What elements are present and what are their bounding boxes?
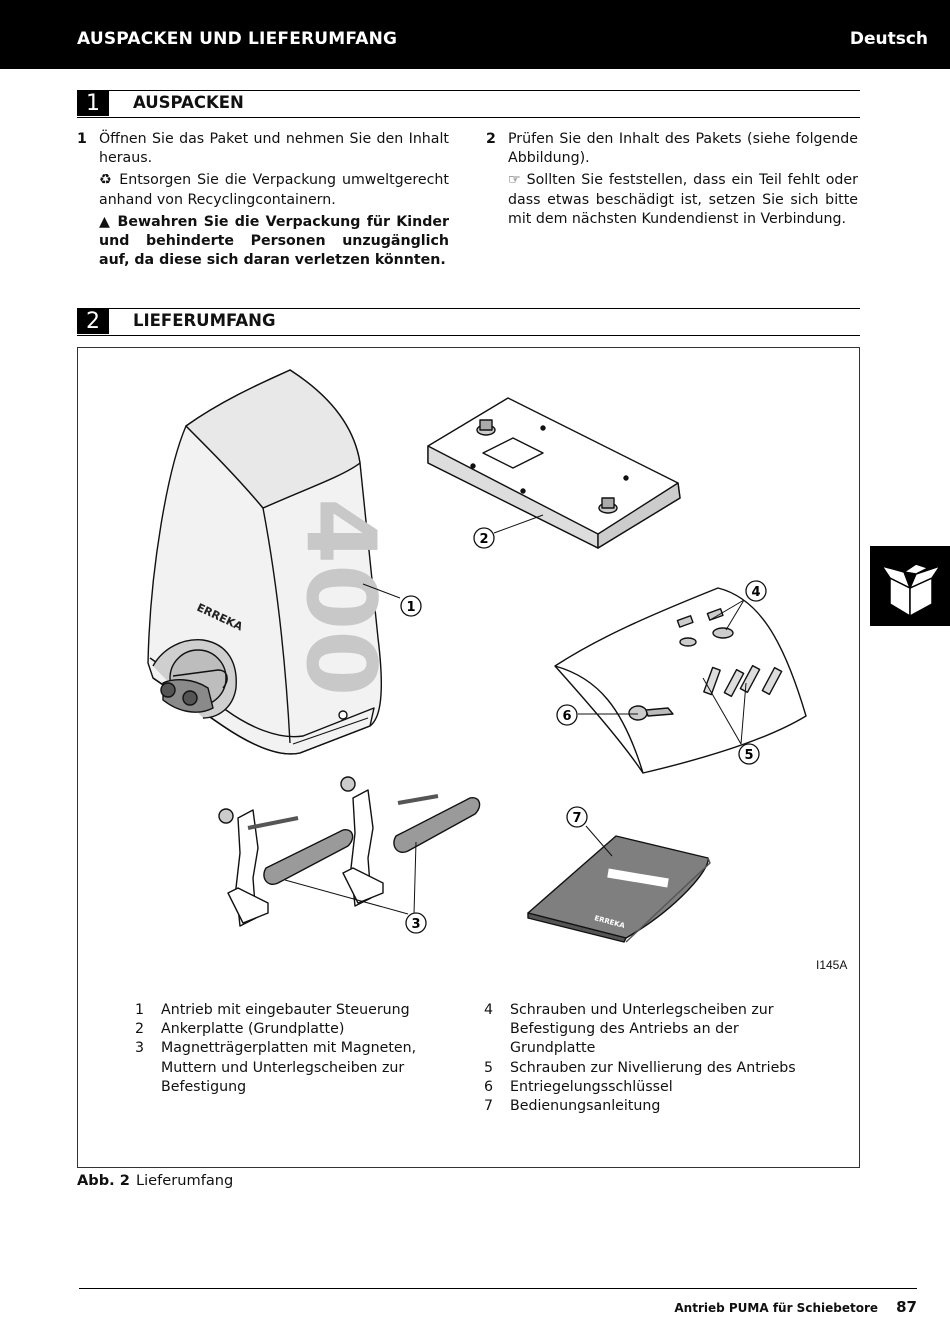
header-title: AUSPACKEN UND LIEFERUMFANG (77, 29, 398, 49)
motor-brand-text: ERREKA (194, 600, 245, 634)
legend-item: 3 Magnetträgerplatten mit Magneten, Muttern und Unterlegscheiben zur Befestigung (135, 1040, 417, 1095)
step-2-text: Prüfen Sie den Inhalt des Pakets (siehe folgende Abbildung). (508, 131, 858, 167)
anchor-plate-drawing (428, 398, 680, 548)
callout-3-label: 3 (411, 917, 421, 932)
step-1-number: 1 (77, 131, 87, 147)
section-2-title: LIEFERUMFANG (133, 311, 276, 330)
legend-left (135, 1001, 435, 1097)
legend-right (484, 1001, 814, 1116)
figure-code: I145A (816, 958, 848, 972)
page-number: 87 (896, 1298, 917, 1316)
legend-item: 5 Schrauben zur Nivellierung des Antriebs (484, 1059, 796, 1076)
accessory-bag-drawing (555, 588, 806, 773)
step-2-note: ☞ Sollten Sie feststellen, dass ein Teil fehlt oder dass etwas beschädigt ist, setzen Sie sich bitte mit dem nächsten Kundendienst in Verbindung. (508, 172, 858, 227)
package-contents-illustration (78, 348, 859, 988)
figure-caption-label: Abb. 2 (77, 1172, 130, 1189)
legend-item: 1 Antrieb mit eingebauter Steuerung (135, 1002, 410, 1018)
section-1-title: AUSPACKEN (133, 93, 244, 112)
figure-box (77, 347, 860, 1168)
section-2-number: 2 (77, 309, 109, 334)
step-1-text: Öffnen Sie das Paket und nehmen Sie den Inhalt heraus. (99, 131, 449, 167)
callout-2-label: 2 (479, 532, 489, 547)
step-1-warning: ▲ Bewahren Sie die Verpackung für Kinder und behinderte Personen unzugänglich auf, da diese sich daran verletzen könnten. (99, 213, 449, 269)
open-box-icon (870, 546, 950, 626)
step-2-number: 2 (486, 131, 496, 147)
callout-4-label: 4 (751, 585, 761, 600)
footer-rule (79, 1288, 917, 1289)
legend-item: 6 Entriegelungsschlüssel (484, 1078, 673, 1095)
section-1-heading (77, 90, 860, 118)
callout-5-label: 5 (744, 748, 754, 763)
section-2-heading (77, 308, 860, 336)
callout-7-label: 7 (572, 811, 582, 826)
section-1-number: 1 (77, 91, 109, 116)
header-language: Deutsch (849, 29, 928, 49)
chapter-tab (870, 546, 950, 626)
recycle-icon: ♻ (99, 172, 114, 189)
manual-brand-text: ERREKA (593, 914, 626, 931)
legend-item: 2 Ankerplatte (Grundplatte) (135, 1021, 345, 1038)
step-1-recycle-note: ♻ Entsorgen Sie die Verpackung umweltgerecht anhand von Recyclingcontainern. (99, 172, 449, 208)
legend-item: 4 Schrauben und Unterlegscheiben zur Befestigung des Antriebs an der Grundplatte (484, 1002, 774, 1057)
warning-icon: ▲ (99, 213, 112, 230)
footer-title: Antrieb PUMA für Schiebetore (674, 1301, 878, 1315)
page-header (0, 0, 950, 69)
figure-caption (77, 1172, 233, 1189)
figure-caption-text: Lieferumfang (135, 1172, 234, 1189)
magnet-plates-drawing (219, 777, 480, 926)
pointing-hand-icon: ☞ (508, 172, 521, 189)
motor-model-text: 400 (285, 498, 395, 697)
callout-1-label: 1 (406, 600, 416, 615)
legend-item: 7 Bedienungsanleitung (484, 1098, 661, 1115)
callout-6-label: 6 (562, 709, 572, 724)
